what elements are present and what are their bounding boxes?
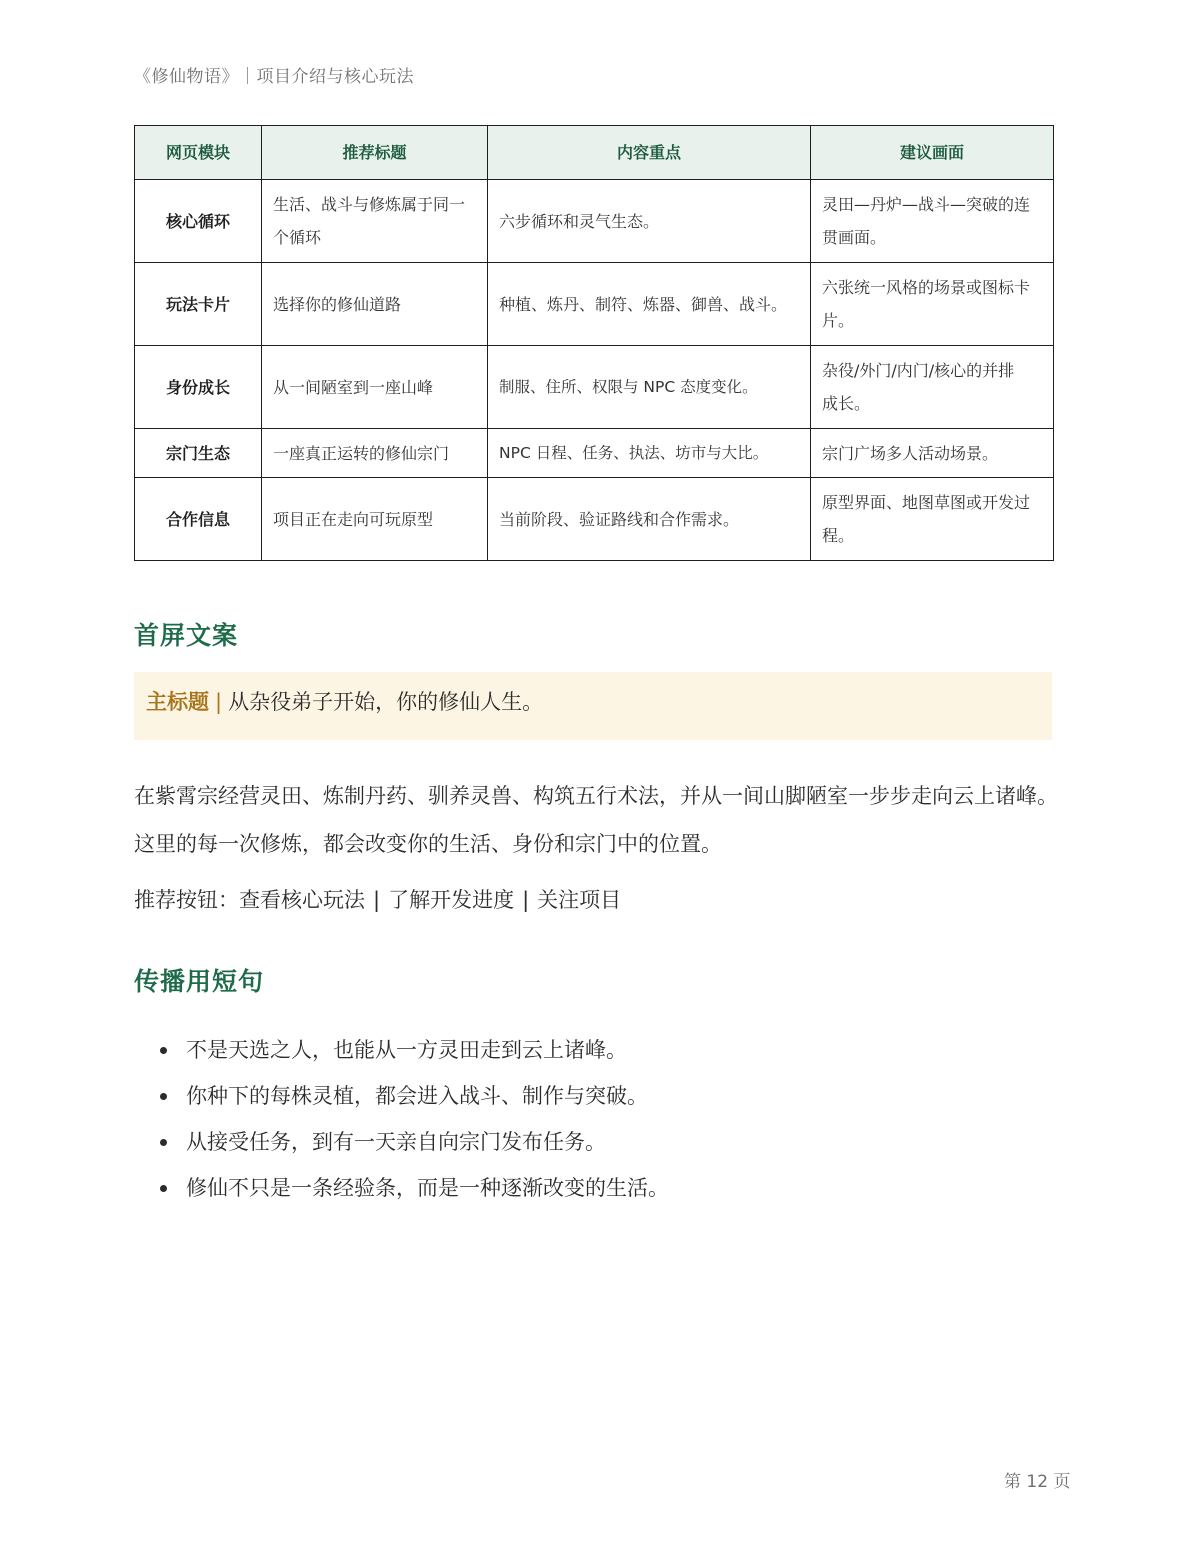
section-title-hero: 首屏文案 <box>134 621 239 650</box>
bullet-icon <box>160 1047 167 1054</box>
module-cell: 核心循环 <box>135 180 262 263</box>
list-item-text: 修仙不只是一条经验条，而是一种逐渐改变的生活。 <box>186 1176 669 1200</box>
running-header: 《修仙物语》｜项目介绍与核心玩法 <box>134 67 414 87</box>
title-cell: 选择你的修仙道路 <box>262 263 488 346</box>
module-table <box>134 125 1054 561</box>
headline-callout <box>134 672 1052 740</box>
intro-paragraph <box>134 772 1058 868</box>
cell-line: 六张统一风格的场景或图标卡 <box>822 278 1031 297</box>
cell-line: 原型界面、地图草图或开发过 <box>822 493 1031 512</box>
callout-separator: | <box>215 690 223 714</box>
title-cell: 一座真正运转的修仙宗门 <box>262 429 488 478</box>
module-cell: 宗门生态 <box>135 429 262 478</box>
table-row <box>135 263 1054 346</box>
title-cell: 项目正在走向可玩原型 <box>262 478 488 561</box>
bullet-icon <box>160 1093 167 1100</box>
list-item <box>160 1119 669 1165</box>
section-title-slogans: 传播用短句 <box>134 967 265 996</box>
list-item <box>160 1027 669 1073</box>
column-header: 内容重点 <box>488 126 811 180</box>
buttons-prefix: 推荐按钮： <box>134 888 239 912</box>
cell-line: 生活、战斗与修炼属于同一 <box>273 195 466 214</box>
list-item-text: 你种下的每株灵植，都会进入战斗、制作与突破。 <box>186 1084 648 1108</box>
button-separator: | <box>373 888 381 912</box>
cell-line: 贯画面。 <box>822 228 887 247</box>
visual-cell <box>811 180 1054 263</box>
bullet-icon <box>160 1185 167 1192</box>
module-cell: 合作信息 <box>135 478 262 561</box>
paragraph-line: 在紫霄宗经营灵田、炼制丹药、驯养灵兽、构筑五行术法，并从一间山脚陋室一步步走向云上诸峰。 <box>134 784 1058 808</box>
focus-cell: 制服、住所、权限与 NPC 态度变化。 <box>488 346 811 429</box>
list-item <box>160 1165 669 1211</box>
visual-cell: 宗门广场多人活动场景。 <box>811 429 1054 478</box>
visual-cell <box>811 478 1054 561</box>
cell-line: 程。 <box>822 526 855 545</box>
focus-cell: 当前阶段、验证路线和合作需求。 <box>488 478 811 561</box>
cell-line: 杂役/外门/内门/核心的并排 <box>822 361 1015 380</box>
page-number: 第 12 页 <box>1004 1472 1071 1492</box>
list-item <box>160 1073 669 1119</box>
visual-cell <box>811 263 1054 346</box>
slogan-list <box>160 1027 669 1211</box>
module-cell: 玩法卡片 <box>135 263 262 346</box>
button-label: 查看核心玩法 <box>239 888 365 912</box>
table-header-row <box>135 126 1054 180</box>
button-label: 关注项目 <box>537 888 622 912</box>
column-header: 建议画面 <box>811 126 1054 180</box>
column-header: 推荐标题 <box>262 126 488 180</box>
focus-cell: 种植、炼丹、制符、炼器、御兽、战斗。 <box>488 263 811 346</box>
visual-cell <box>811 346 1054 429</box>
title-cell <box>262 180 488 263</box>
title-cell: 从一间陋室到一座山峰 <box>262 346 488 429</box>
table-row <box>135 180 1054 263</box>
focus-cell: NPC 日程、任务、执法、坊市与大比。 <box>488 429 811 478</box>
module-cell: 身份成长 <box>135 346 262 429</box>
bullet-icon <box>160 1139 167 1146</box>
callout-label: 主标题 <box>146 690 209 714</box>
cell-line: 成长。 <box>822 394 871 413</box>
button-label: 了解开发进度 <box>388 888 515 912</box>
paragraph-line: 这里的每一次修炼，都会改变你的生活、身份和宗门中的位置。 <box>134 832 722 856</box>
column-header: 网页模块 <box>135 126 262 180</box>
callout-text: 从杂役弟子开始，你的修仙人生。 <box>228 690 544 714</box>
list-item-text: 从接受任务，到有一天亲自向宗门发布任务。 <box>186 1130 606 1154</box>
table-row <box>135 429 1054 478</box>
list-item-text: 不是天选之人，也能从一方灵田走到云上诸峰。 <box>186 1038 627 1062</box>
button-separator: | <box>522 888 530 912</box>
recommended-buttons-line <box>134 884 621 914</box>
focus-cell: 六步循环和灵气生态。 <box>488 180 811 263</box>
table-row <box>135 346 1054 429</box>
cell-line: 灵田—丹炉—战斗—突破的连 <box>822 195 1031 214</box>
cell-line: 个循环 <box>273 228 322 247</box>
table-row <box>135 478 1054 561</box>
cell-line: 片。 <box>822 311 855 330</box>
